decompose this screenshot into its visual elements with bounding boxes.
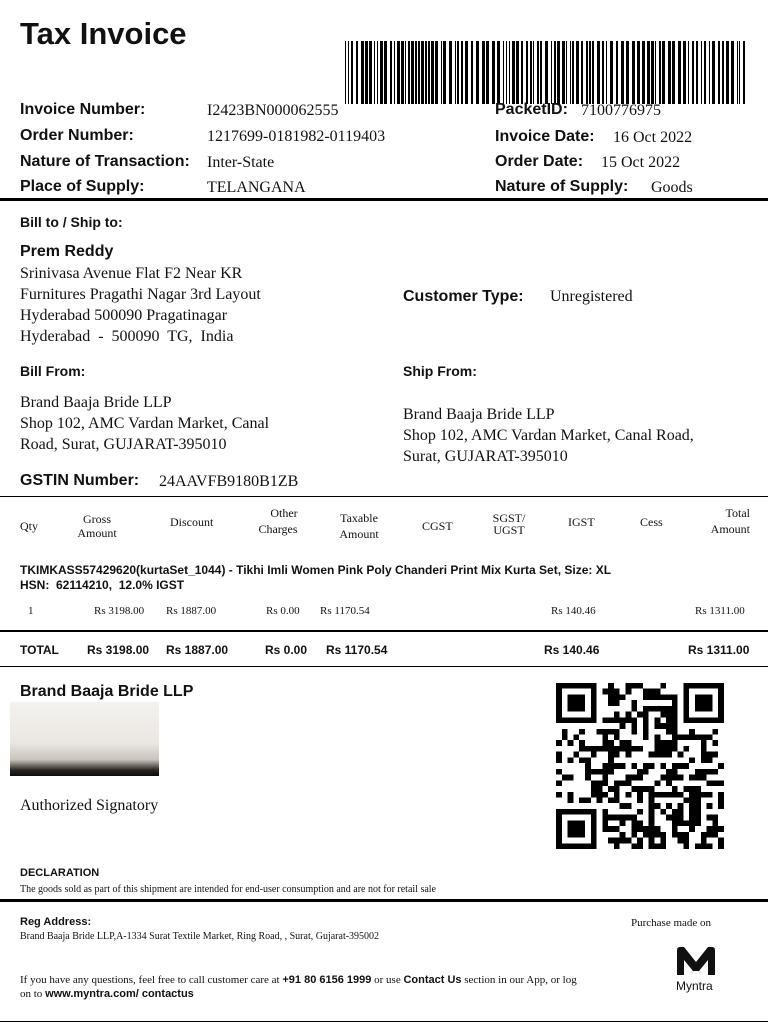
col-header-taxable-amount xyxy=(334,511,384,541)
nature-of-supply: Goods xyxy=(651,179,693,196)
declaration-title: DECLARATION xyxy=(20,867,100,879)
divider xyxy=(0,198,768,201)
bill-to-label: Bill to / Ship to: xyxy=(20,214,123,230)
col-header-sgst-ugst xyxy=(488,512,530,536)
header-text: UGST xyxy=(493,523,525,537)
address-line: Shop 102, AMC Vardan Market, Canal xyxy=(20,415,270,432)
divider xyxy=(0,1021,768,1022)
help-line xyxy=(20,973,630,987)
gstin-label: GSTIN Number: xyxy=(20,472,140,489)
col-header-qty: Qty xyxy=(20,519,38,533)
qr-code xyxy=(556,683,724,849)
help-text-mid: or use xyxy=(374,974,401,986)
help-text-pre: If you have any questions, feel free to call customer care at xyxy=(20,974,280,986)
total-other-charges: Rs 0.00 xyxy=(265,643,308,657)
invoice-number: I2423BN000062555 xyxy=(207,102,339,119)
help-text-on-to: on to xyxy=(20,988,43,1000)
col-header-igst: IGST xyxy=(568,515,595,529)
address-line: Surat, GUJARAT-395010 xyxy=(403,448,568,465)
header-text: Amount xyxy=(339,527,379,541)
place-of-supply-label: Place of Supply: xyxy=(20,178,145,195)
help-text xyxy=(20,973,630,1001)
product-description: TKIMKASS57429620(kurtaSet_1044) - Tikhi Imli Women Pink Poly Chanderi Print Mix Kurta Set, Size: XL xyxy=(20,563,612,577)
signature-image xyxy=(10,702,159,776)
myntra-contact-url[interactable]: www.myntra.com/ contactus xyxy=(45,988,194,1000)
address-line: Hyderabad 500090 Pragatinagar xyxy=(20,307,228,324)
total-amount: Rs 1311.00 xyxy=(688,643,750,657)
divider xyxy=(0,666,768,667)
packet-id-label: PacketID: xyxy=(495,101,568,118)
nature-of-transaction: Inter-State xyxy=(207,154,275,171)
header-text: SGST/ xyxy=(492,511,526,525)
place-of-supply: TELANGANA xyxy=(207,179,306,196)
reg-address-label: Reg Address: xyxy=(20,916,92,928)
row-igst: Rs 140.46 xyxy=(551,605,596,617)
help-text-post: section in our App, or log xyxy=(464,974,577,986)
seller-name: Brand Baaja Bride LLP xyxy=(20,683,194,700)
address-line: Brand Baaja Bride LLP xyxy=(403,406,555,423)
nature-of-supply-label: Nature of Supply: xyxy=(495,178,629,195)
header-text: Total xyxy=(725,506,750,520)
barcode xyxy=(345,41,748,104)
row-gross-amount: Rs 3198.00 xyxy=(94,605,145,617)
page-title: Tax Invoice xyxy=(20,16,187,51)
ship-from-address xyxy=(403,404,694,467)
customer-care-phone[interactable]: +91 80 6156 1999 xyxy=(282,974,372,986)
header-text: Charges xyxy=(258,522,298,536)
divider xyxy=(0,496,768,497)
ship-from-label: Ship From: xyxy=(403,363,477,379)
header-text: Gross xyxy=(82,512,111,526)
customer-type-label: Customer Type: xyxy=(403,288,524,305)
myntra-logo-icon xyxy=(675,946,717,976)
reg-address: Brand Baaja Bride LLP,A-1334 Surat Textile Market, Ring Road, , Surat, Gujarat-395002 xyxy=(20,931,380,942)
gstin-number: 24AAVFB9180B1ZB xyxy=(159,473,299,490)
header-text: Amount xyxy=(77,526,117,540)
invoice-number-label: Invoice Number: xyxy=(20,101,146,118)
address-line: Furnitures Pragathi Nagar 3rd Layout xyxy=(20,286,261,303)
purchase-made-on: Purchase made on xyxy=(631,917,712,929)
row-discount: Rs 1887.00 xyxy=(166,605,217,617)
address-line: Road, Surat, GUJARAT-395010 xyxy=(20,436,227,453)
order-number: 1217699-0181982-0119403 xyxy=(207,128,386,145)
bill-from-address xyxy=(20,392,269,455)
row-qty: 1 xyxy=(28,605,34,617)
hsn-line: HSN: 62114210, 12.0% IGST xyxy=(20,578,185,592)
authorized-signatory: Authorized Signatory xyxy=(20,797,159,814)
customer-name: Prem Reddy xyxy=(20,243,114,260)
address-line: Brand Baaja Bride LLP xyxy=(20,394,172,411)
order-date: 15 Oct 2022 xyxy=(601,154,681,171)
row-taxable-amount: Rs 1170.54 xyxy=(320,605,370,617)
bill-to-address xyxy=(20,263,261,347)
col-header-other-charges xyxy=(252,506,304,536)
address-line: Hyderabad - 500090 TG, India xyxy=(20,328,234,345)
col-header-cess: Cess xyxy=(640,515,663,529)
order-date-label: Order Date: xyxy=(495,153,584,170)
total-gross-amount: Rs 3198.00 xyxy=(87,643,150,657)
contact-us-link[interactable]: Contact Us xyxy=(403,974,462,986)
total-taxable-amount: Rs 1170.54 xyxy=(326,643,388,657)
row-other-charges: Rs 0.00 xyxy=(266,605,300,617)
total-discount: Rs 1887.00 xyxy=(166,643,229,657)
declaration-text: The goods sold as part of this shipment are intended for end-user consumption and are not for retail sale xyxy=(20,884,436,895)
total-igst: Rs 140.46 xyxy=(544,643,600,657)
header-text: Amount xyxy=(710,522,750,536)
bill-from-label: Bill From: xyxy=(20,363,86,379)
address-line: Srinivasa Avenue Flat F2 Near KR xyxy=(20,265,243,282)
header-text: Taxable xyxy=(340,511,378,525)
customer-type: Unregistered xyxy=(550,288,633,305)
help-line xyxy=(20,987,630,1001)
order-number-label: Order Number: xyxy=(20,127,134,144)
myntra-brand-text: Myntra xyxy=(676,979,713,993)
header-text: Other xyxy=(270,506,298,520)
invoice-date: 16 Oct 2022 xyxy=(613,129,693,146)
address-line: Shop 102, AMC Vardan Market, Canal Road, xyxy=(403,427,694,444)
col-header-gross-amount xyxy=(70,512,124,540)
divider xyxy=(0,899,768,902)
divider xyxy=(0,630,768,632)
total-label: TOTAL xyxy=(20,643,59,657)
packet-id: 7100776975 xyxy=(581,102,661,119)
col-header-total-amount xyxy=(700,506,750,536)
nature-of-transaction-label: Nature of Transaction: xyxy=(20,153,190,170)
row-total-amount: Rs 1311.00 xyxy=(695,605,745,617)
col-header-cgst: CGST xyxy=(422,519,453,533)
col-header-discount: Discount xyxy=(170,515,214,529)
invoice-date-label: Invoice Date: xyxy=(495,128,595,145)
